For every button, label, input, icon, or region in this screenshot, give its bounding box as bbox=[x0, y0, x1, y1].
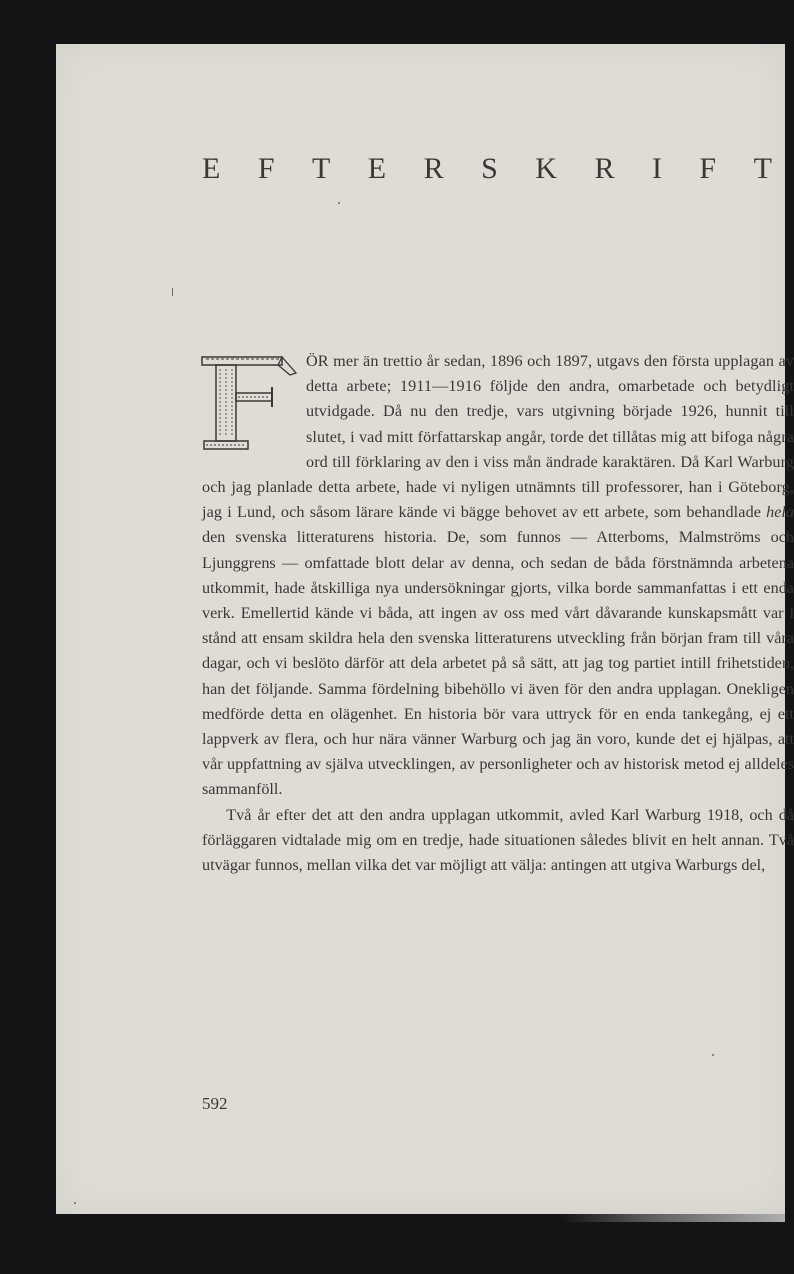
paper-speck bbox=[172, 288, 173, 296]
paper-speck bbox=[74, 1202, 76, 1204]
title-letter: T bbox=[753, 152, 772, 185]
page-number: 592 bbox=[202, 1094, 228, 1113]
body-text bbox=[202, 349, 794, 878]
emphasis-hela: hela bbox=[766, 503, 794, 522]
paragraph-2: Två år efter det att den andra upplagan utkommit, avled Karl Warburg 1918, och då förläggaren vidtalade mig om en tredje, hade situationen således blivit en helt annan. Två utvägar funnos, mellan vilka det var möjligt att välja: antingen att utgiva Warburgs del, bbox=[202, 805, 794, 875]
title-letter: R bbox=[594, 152, 615, 185]
title-letter: I bbox=[651, 152, 662, 185]
title-letter: E bbox=[367, 152, 387, 185]
title-letter: E bbox=[202, 152, 221, 185]
paper-speck bbox=[712, 1054, 714, 1056]
title-letter: K bbox=[535, 152, 557, 185]
title-letter: F bbox=[257, 152, 275, 185]
book-page bbox=[56, 44, 794, 1214]
paragraph-1-rest: den svenska litteraturens historia. De, som funnos — Atterboms, Malmströms och Ljunggrens — omfattade blott delar av denna, och sedan de båda förstnämnda arbetena utkommit, hade åtskilliga nya undersökningar gjorts, vilka borde sammanfattas i ett enda verk. Emellertid kände vi båda, att ingen av oss med vårt dåvarande kunskapsmått var i stånd att ensam skildra hela den svenska litteraturens utveckling från början fram till våra dagar, och vi beslöto därför att dela arbetet på så sätt, att jag tog partiet intill frihetstiden, han det följande. Samma fördelning bibehöllo vi även för den andra upplagan. Onekligen medförde detta en olägenhet. En historia bör vara uttryck för en enda tankegång, ej ett lappverk av flera, och hur nära vänner Warburg och jag än voro, kunde det ej hjälpas, att vår uppfattning av själva utvecklingen, av personligheter och av historisk metod ej alldeles sammanföll. bbox=[202, 528, 794, 799]
scan-edge bbox=[560, 1214, 785, 1222]
drop-cap-f bbox=[202, 351, 296, 453]
title-letter: F bbox=[699, 152, 717, 185]
title-letter: R bbox=[423, 152, 444, 185]
paragraph-1-lead: ÖR mer än trettio år sedan, 1896 och 1897, utgavs den första upplagan av detta arbete; 1911—1916 följde den andra, omarbetade och betydligt utvidgade. Då nu den tredje, vars utgivning började 1926, hunnit till slutet, i vad mitt författarskap angår, torde det tillåtas mig att bifoga några ord till förklaring av den i viss mån ändrade karaktären. Då Karl Warburg och jag planlade detta arbete, hade vi nyligen utnämnts till professorer, han i Göteborg, jag i Lund, och såsom lärare kände vi bägge behovet av ett arbete, som behandlade bbox=[202, 352, 794, 522]
page-title bbox=[202, 152, 772, 186]
title-letter: T bbox=[311, 152, 331, 185]
paper-speck bbox=[338, 202, 340, 204]
title-letter: S bbox=[481, 152, 498, 185]
